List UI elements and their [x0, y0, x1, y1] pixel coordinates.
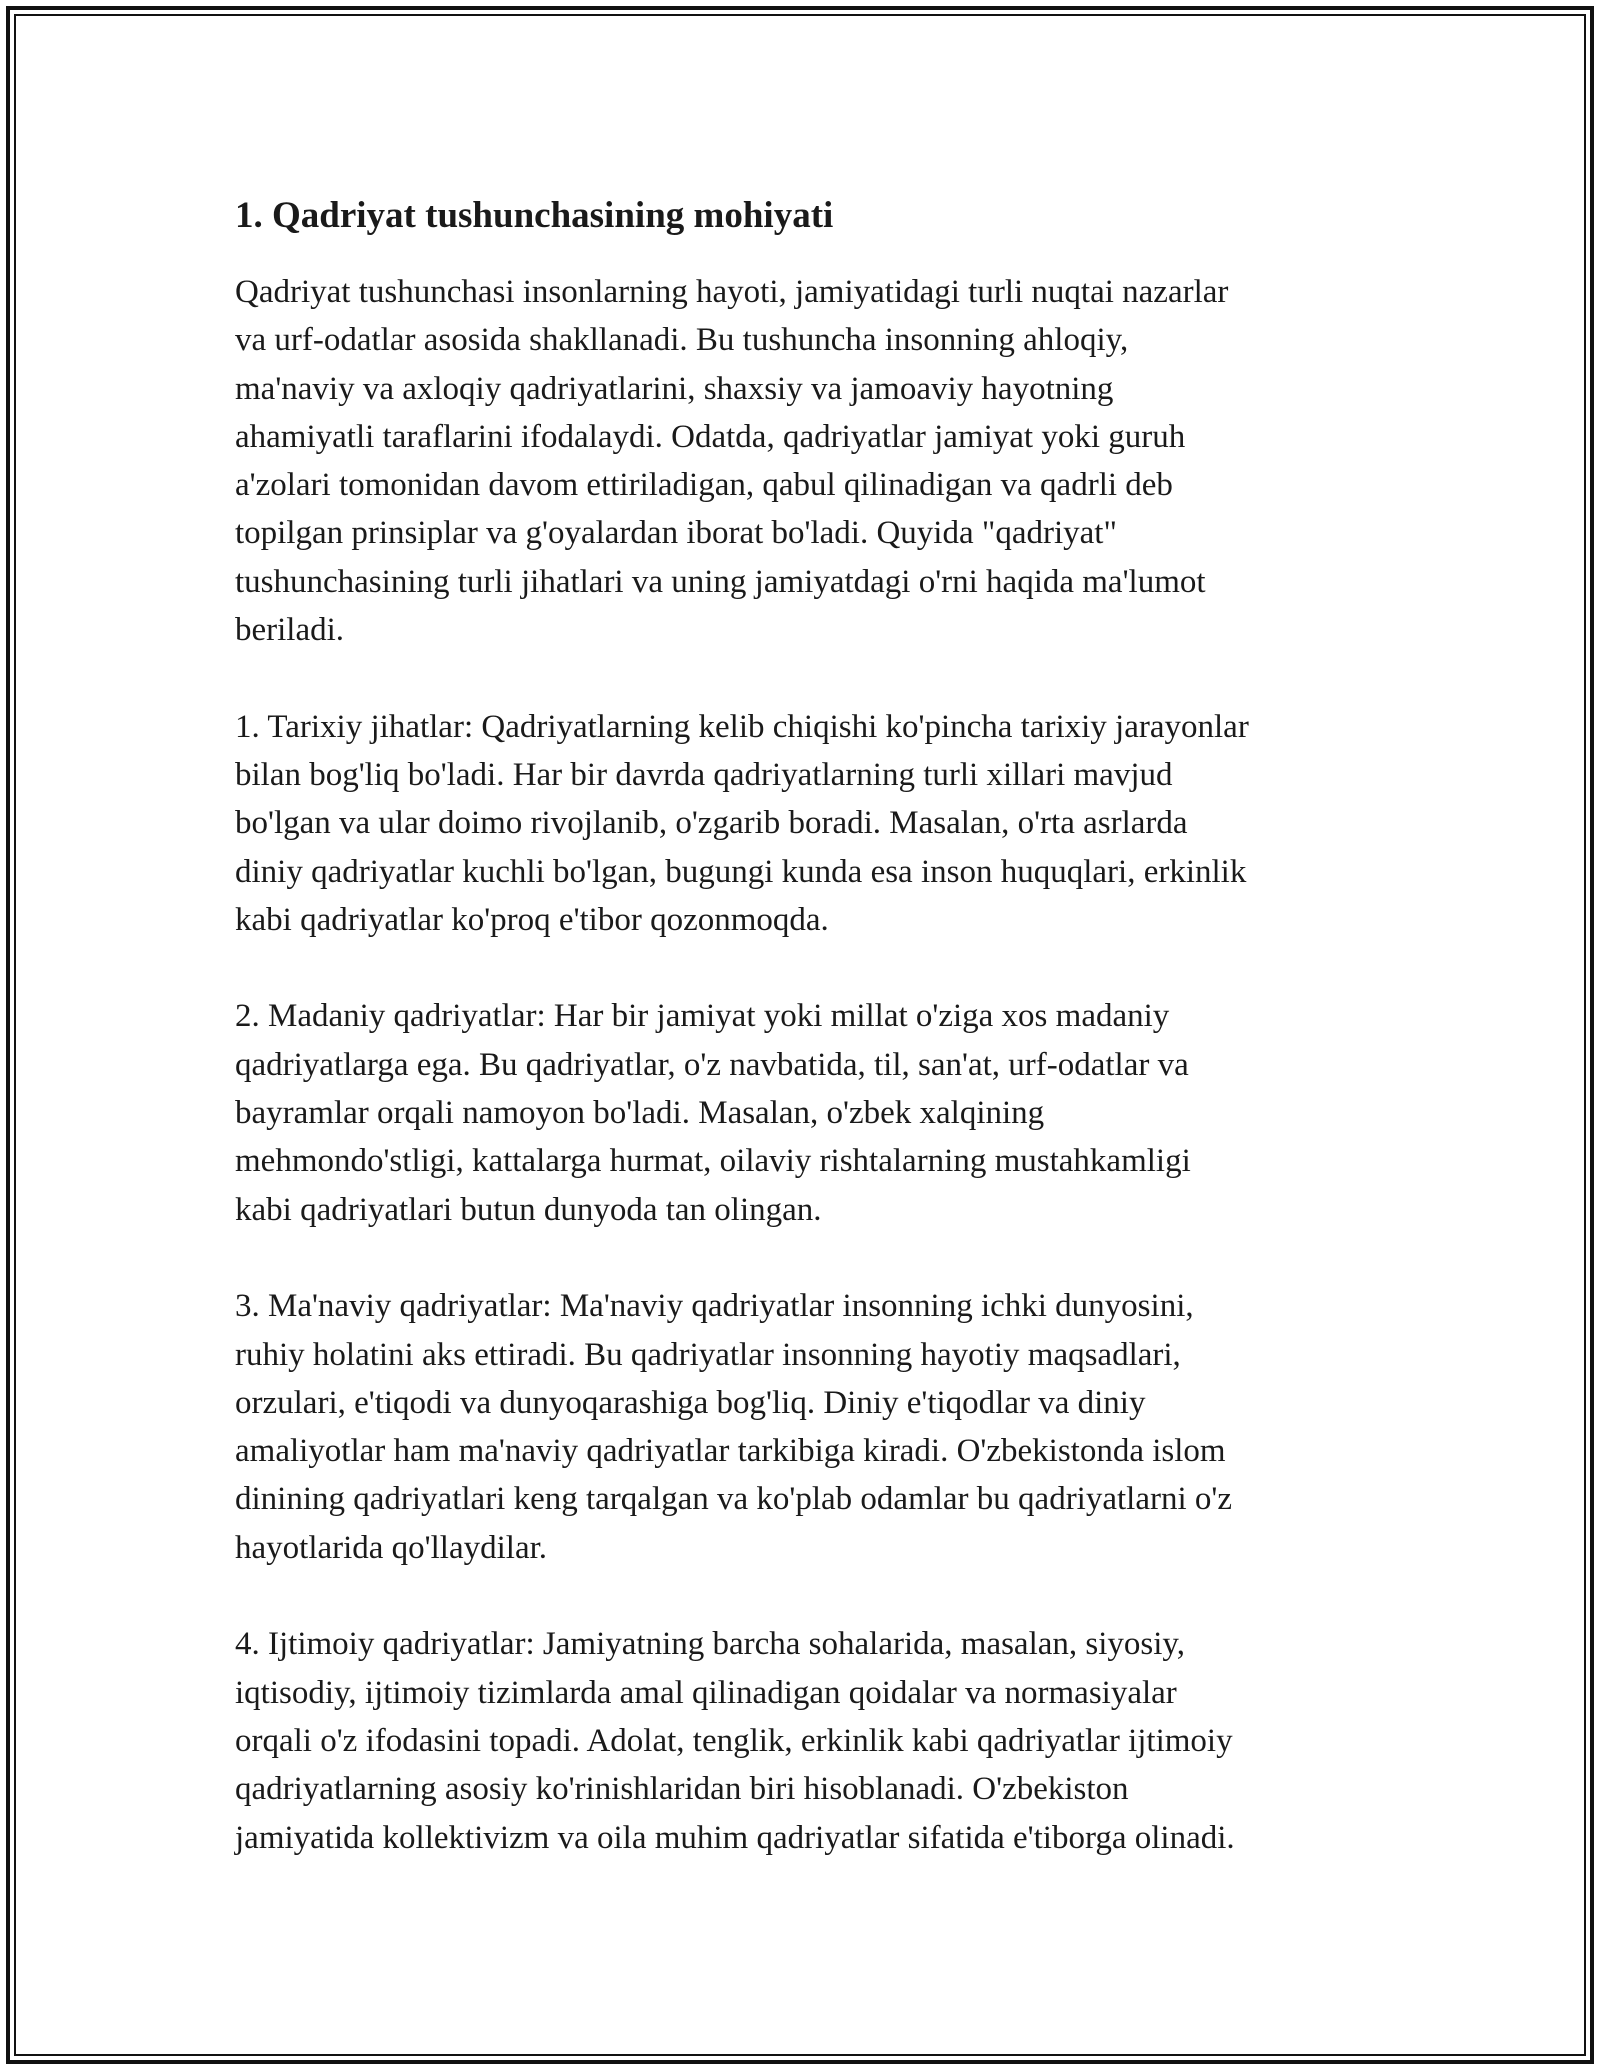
text-line: dinining qadriyatlari keng tarqalgan va ko'plab odamlar bu qadriyatlarni o'z — [235, 1481, 1232, 1518]
document-body — [235, 188, 1380, 1862]
text-line: ma'naviy va axloqiy qadriyatlarini, shaxsiy va jamoaviy hayotning — [235, 370, 1114, 407]
paragraph-gap — [235, 944, 1380, 992]
text-line: 2. Madaniy qadriyatlar: Har bir jamiyat yoki millat o'ziga xos madaniy — [235, 998, 1170, 1035]
paragraph-gap — [235, 1572, 1380, 1620]
text-line: va urf-odatlar asosida shakllanadi. Bu tushuncha insonning ahloqiy, — [235, 322, 1129, 359]
section-social — [235, 1620, 1380, 1861]
text-line: hayotlarida qo'llaydilar. — [235, 1529, 548, 1566]
text-line: orzulari, e'tiqodi va dunyoqarashiga bog'liq. Diniy e'tiqodlar va diniy — [235, 1384, 1146, 1421]
text-line: amaliyotlar ham ma'naviy qadriyatlar tarkibiga kiradi. O'zbekistonda islom — [235, 1433, 1226, 1470]
text-line: tushunchasining turli jihatlari va uning jamiyatdagi o'rni haqida ma'lumot — [235, 563, 1206, 600]
section-historical — [235, 703, 1380, 944]
intro-paragraph — [235, 268, 1380, 654]
text-line: topilgan prinsiplar va g'oyalardan iborat bo'ladi. Quyida "qadriyat" — [235, 515, 1117, 552]
paragraph-gap — [235, 1234, 1380, 1282]
text-line: ahamiyatli taraflarini ifodalaydi. Odatda, qadriyatlar jamiyat yoki guruh — [235, 418, 1186, 455]
text-line: a'zolari tomonidan davom ettiriladigan, qabul qilinadigan va qadrli deb — [235, 467, 1173, 504]
text-line: 4. Ijtimoiy qadriyatlar: Jamiyatning barcha sohalarida, masalan, siyosiy, — [235, 1626, 1186, 1663]
text-line: iqtisodiy, ijtimoiy tizimlarda amal qilinadigan qoidalar va normasiyalar — [235, 1674, 1177, 1711]
text-line: qadriyatlarning asosiy ko'rinishlaridan biri hisoblanadi. O'zbekiston — [235, 1771, 1129, 1808]
text-line: ruhiy holatini aks ettiradi. Bu qadriyatlar insonning hayotiy maqsadlari, — [235, 1336, 1181, 1373]
text-line: 3. Ma'naviy qadriyatlar: Ma'naviy qadriyatlar insonning ichki dunyosini, — [235, 1288, 1194, 1325]
section-cultural — [235, 992, 1380, 1233]
document-title: 1. Qadriyat tushunchasining mohiyati — [235, 195, 834, 236]
text-line: jamiyatida kollektivizm va oila muhim qadriyatlar sifatida e'tiborga olinadi. — [235, 1819, 1235, 1856]
text-line: orqali o'z ifodasini topadi. Adolat, tenglik, erkinlik kabi qadriyatlar ijtimoiy — [235, 1722, 1233, 1759]
text-line: diniy qadriyatlar kuchli bo'lgan, bugungi kunda esa inson huquqlari, erkinlik — [235, 853, 1247, 890]
text-line: 1. Tarixiy jihatlar: Qadriyatlarning kelib chiqishi ko'pincha tarixiy jarayonlar — [235, 708, 1249, 745]
text-line: mehmondo'stligi, kattalarga hurmat, oilaviy rishtalarning mustahkamligi — [235, 1143, 1191, 1180]
section-spiritual — [235, 1282, 1380, 1572]
text-line: bo'lgan va ular doimo rivojlanib, o'zgarib boradi. Masalan, o'rta asrlarda — [235, 805, 1188, 842]
text-line: kabi qadriyatlar ko'proq e'tibor qozonmoqda. — [235, 901, 829, 938]
text-line: kabi qadriyatlari butun dunyoda tan olingan. — [235, 1191, 822, 1228]
text-line: Qadriyat tushunchasi insonlarning hayoti, jamiyatidagi turli nuqtai nazarlar — [235, 274, 1229, 310]
text-line: beriladi. — [235, 612, 345, 649]
text-line: bayramlar orqali namoyon bo'ladi. Masalan, o'zbek xalqining — [235, 1095, 1045, 1132]
paragraph-gap — [235, 654, 1380, 702]
text-line: bilan bog'liq bo'ladi. Har bir davrda qadriyatlarning turli xillari mavjud — [235, 756, 1173, 793]
text-line: qadriyatlarga ega. Bu qadriyatlar, o'z navbatida, til, san'at, urf-odatlar va — [235, 1046, 1189, 1083]
